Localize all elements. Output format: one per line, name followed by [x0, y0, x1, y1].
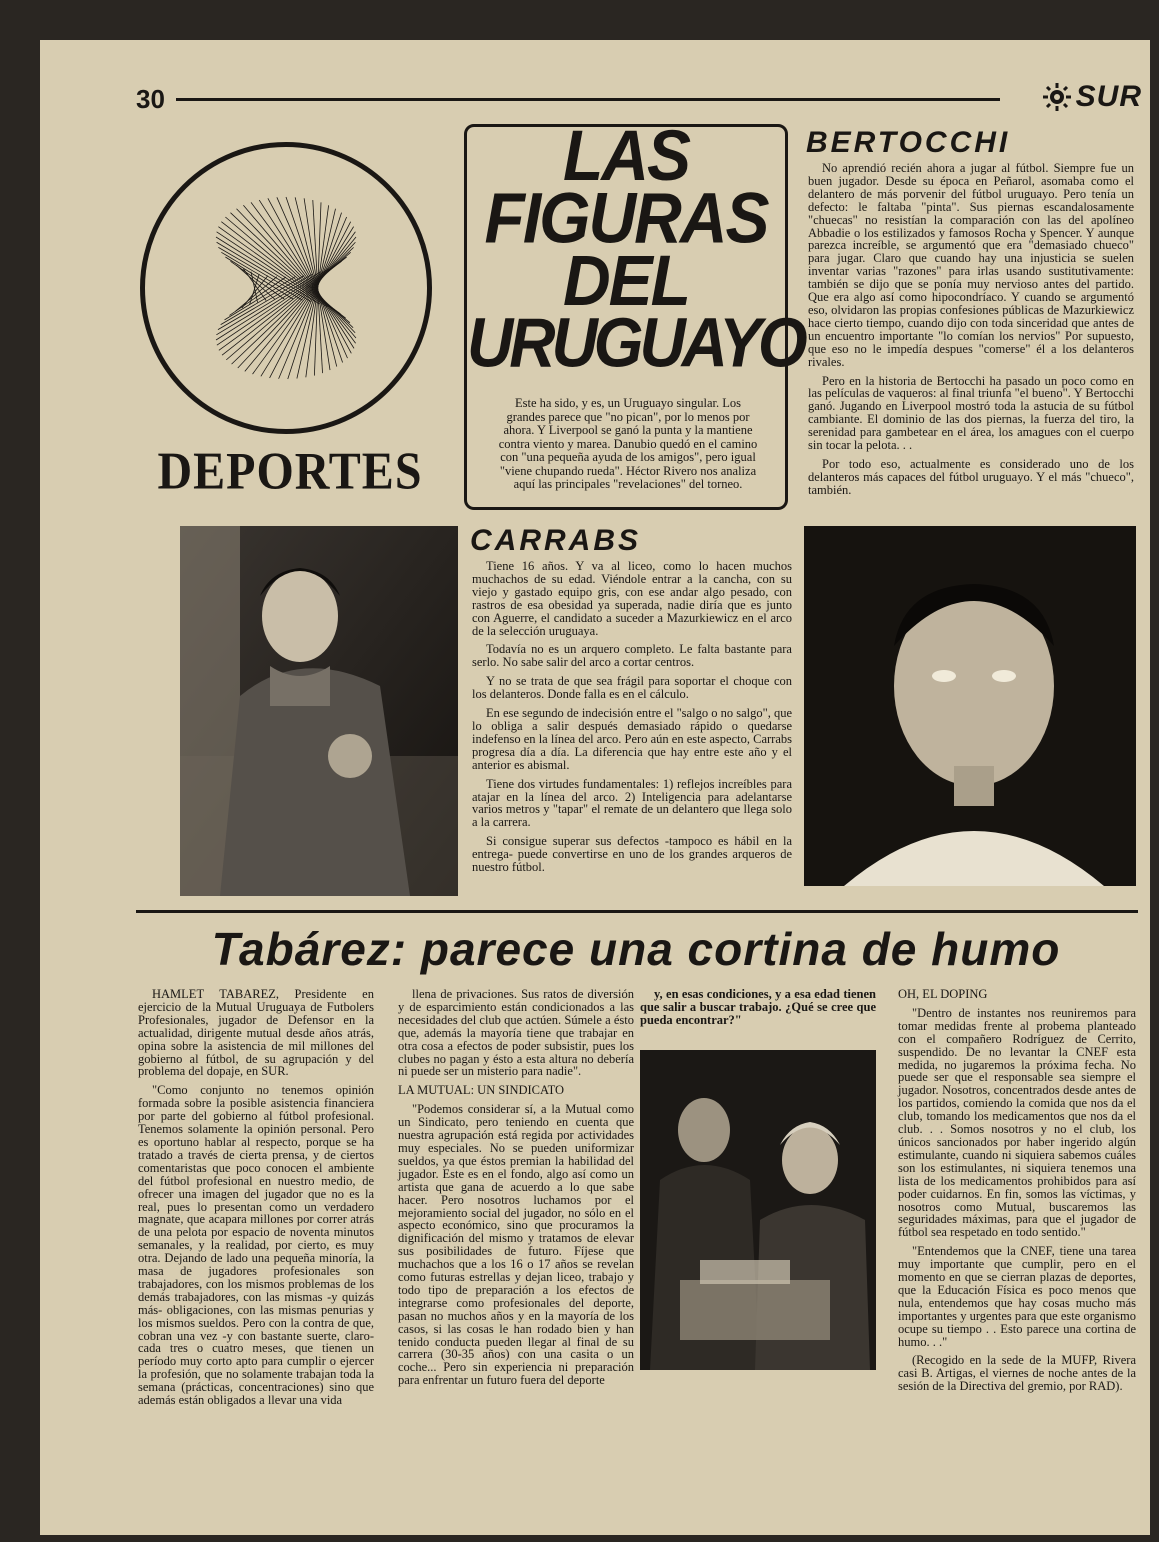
article-paragraph: "Como conjunto no tenemos opinión formada sobre la posible asistencia financiera por parte del gobierno al fútbol profesional. Tenemos solamente la opinión personal. Pero es oportuno hablar al respecto, porque se ha tratado a través de cierta prensa, y de ciertos comentaristas que poco conocen el ambiente del fútbol profesional en nuestro medio, de ofrecer una imagen del jugador que no es la real, pues lo presentan como un verdadero magnate, que acapara millones por correr atrás de una pelota por espacio de noventa minutos semanales, y la realidad, por cierto, es muy otra. Dejando de lado una pequeña minoría, la masa de jugadores profesionales son trabajadores, con los mismos problemas de los demás trabajadores, con las mismas -y quizás más- obligaciones, con las mismas penurias y los mismos sueldos. Pero con la contra de que, cobran una vez -y con bastante suerte, claro- cada tres o cuatro meses, que tienen un período muy corto apto para cumplir o ejercer la profesión, que no solamente trabajan toda la semana (prácticas, concentraciones) sino que además están obligados a llevar una vida	[138, 1083, 374, 1408]
header-rule	[176, 98, 1000, 101]
title-line: DEL	[563, 240, 689, 321]
tabarez-column-3	[640, 988, 876, 1033]
article-paragraph: Por todo eso, actualmente es considerado uno de los delanteros más capaces del fútbol uruguayo. Y el más "chueco", también.	[808, 456, 1134, 497]
spiral-art-icon	[145, 147, 427, 429]
feature-intro: Este ha sido, y es, un Uruguayo singular. Los grandes parece que "no pican", por lo menos por ahora. Y Liverpool se ganó la punta y la mantiene contra viento y marea. Danubio quedó en el camino con "una pequeña ayuda de los amigos", pero igual "viene chupando rueda". Héctor Rivero nos analiza aquí las principales "revelaciones" del torneo.	[498, 396, 758, 491]
page-number: 30	[136, 84, 165, 114]
feature-title-box	[464, 115, 804, 510]
article-paragraph: "Dentro de instantes nos reuniremos para tomar medidas frente al probema planteado con el compañero Rodríguez de Cerrito, suspendido. De no levantar la CNEF esta medida, no jugaremos la próxima fecha. No puede ser que el responsable sea siempre el jugador. Nosotros, concentrados desde antes de los partidos, comiendo la comida que nos da el club, tomando los medicamentos que nos da el club. . . Somos nosotros y no el club, los únicos sancionados por haber ingerido algún estimulante, cuando ni siquiera sabemos cuáles son los estimulantes, ni siquiera tenemos una lista de los medicamentos prohibidos para así poder cuidarnos. En fin, somos las víctimas, y nosotros como Mutual, buscaremos las seguridades máximas, para que el jugador de fútbol sea respetado en todo sentido."	[898, 1005, 1136, 1240]
article-paragraph: llena de privaciones. Sus ratos de diversión y de esparcimiento están condicionados a las necesidades del club que actúen. Súmele a ésto que, además la mayoría tiene que trabajar en otra cosa a efectos de poder subsistir, pues los clubes no pagan y ésto a esta altura no debería ni puede ser un misterio para nadie".	[398, 987, 634, 1079]
article-paragraph: "Entendemos que la CNEF, tiene una tarea muy importante que cumplir, pero en el momento en que se cierran plazas de deportes, que la Educación Física es poco menos que nula, entendemos que hay cosas mucho más importantes y urgentes para que este organismo ocupe su tiempo . . Esto parece una cortina de humo. . ."	[898, 1244, 1136, 1349]
tabarez-column-1	[138, 988, 374, 1413]
tabarez-column-2	[398, 988, 634, 1393]
photo-bertocchi	[804, 526, 1136, 886]
meeting-photo-icon	[640, 1050, 876, 1370]
spiral-string	[259, 200, 354, 348]
section-rule	[136, 910, 1138, 913]
article-paragraph: "Podemos considerar sí, a la Mutual como un Sindicato, pero teniendo en cuenta que nuestra agrupación está regida por actividades muy especiales. No se pueden uniformizar sueldos, ya que éstos premian la habilidad del jugador. Este es en el fondo, algo así como un artista que gana de acuerdo a lo que sabe hacer. Pero nosotros luchamos por el mejoramiento social del jugador, no sólo en el aspecto económico, sino que procuramos la dignificación del mismo y tratamos de elevar sus posibilidades de futuro. Fíjese que muchachos que a los 16 o 17 años se revelan como futuras estrellas y dejan liceo, trabajo y todo tipo de preparación a los efectos de integrarse como profesionales del deporte, pasan no muchos años y en la mayoría de los casos, si las cosas le han rodado bien y han tenido conducta pueden llegar al final de su carrera (30-35 años) con una casita o un coche... Pero sin experiencia ni preparación para enfrentar un futuro fuera del deporte	[398, 1102, 634, 1388]
article-paragraph: Tiene dos virtudes fundamentales: 1) reflejos increíbles para atajar en la línea del arco. 2) Inteligencia para adelantarse varios metros y "tapar" el remate de un delantero que llega solo a la carrera.	[472, 776, 792, 830]
newspaper-page	[40, 40, 1150, 1535]
article-paragraph: y, en esas condiciones, y a esa edad tienen que salir a buscar trabajo. ¿Qué se cree que pueda encontrar?"	[640, 987, 876, 1027]
carrabs-article	[472, 560, 792, 880]
bertocchi-article	[808, 162, 1134, 503]
spiral-string	[232, 247, 354, 364]
subheading-mutual: LA MUTUAL: UN SINDICATO	[398, 1083, 565, 1098]
spiral-string	[270, 222, 351, 378]
title-line: FIGURAS	[484, 177, 768, 258]
title-line: LAS	[563, 115, 689, 195]
section-label: DEPORTES	[157, 442, 423, 501]
sun-icon	[1042, 82, 1072, 112]
article-paragraph: En ese segundo de indecisión entre el "salgo o no salgo", que lo obliga a salir después demasiado rápido o quedarse indefenso en la línea del arco. Pero aún en este aspecto, Carrabs progresa día a día. La diferencia que hay entre este año y el anterior es abismal.	[472, 706, 792, 772]
spiral-string	[225, 257, 293, 299]
tabarez-headline: Tabárez: parece una cortina de humo	[211, 923, 1061, 975]
spiral-string	[251, 202, 356, 343]
article-paragraph: Y no se trata de que sea frágil para soportar el choque con los delanteros. Donde falla es en el cálculo.	[472, 674, 792, 702]
logo-name: SUR	[1075, 80, 1142, 113]
photo-mutual-meeting	[640, 1050, 876, 1370]
article-paragraph: Tiene 16 años. Y va al liceo, como lo hacen muchos muchachos de su edad. Viéndole entrar a la cancha, con su viejo y gastado equipo gris, con ese andar algo pesado, con rastros de esa obesidad ya superada, nadie diría que es junto con Aguerre, el candidato a suceder a Mazurkiewicz en el arco de la selección uruguaya.	[472, 559, 792, 638]
tabarez-column-4	[898, 988, 1136, 1399]
article-paragraph: Todavía no es un arquero completo. Le falta bastante para serlo. No sabe salir del arco a cortar centros.	[472, 642, 792, 670]
article-paragraph: Pero en la historia de Bertocchi ha pasado un poco como en las películas de vaqueros: al final triunfa "el bueno". Y Bertocchi ganó. Jugando en Liverpool mostró toda la astucia de su fútbol cambiante. El dominio de las dos piernas, la fuerza del tiro, la serenidad para gambetear en el área, los amagues con el cuerpo sin tocar la pelota. . .	[808, 373, 1134, 453]
photo-carrabs	[180, 526, 458, 896]
portrait-photo-icon	[804, 526, 1136, 886]
feature-title	[467, 115, 804, 382]
carrabs-heading: CARRABS	[470, 524, 641, 557]
spiral-string	[279, 217, 347, 379]
title-line: URUGUAYO	[467, 304, 804, 382]
article-paragraph: (Recogido en la sede de la MUFP, Rivera casi B. Artigas, el viernes de noche antes de la sesión de la Directiva del gremio, por RAD).	[898, 1353, 1136, 1394]
masthead-logo	[1042, 80, 1142, 114]
bertocchi-heading: BERTOCCHI	[806, 126, 1011, 159]
article-paragraph: HAMLET TABAREZ, Presidente en ejercicio de la Mutual Uruguaya de Futbolers Profesionales, jugador de Defensor en la actualidad, dirigente mutual desde años atrás, opina sobre la asistencia de mil millones del gobierno al fútbol, de su agrupación y del problema del dopaje, en SUR.	[138, 987, 374, 1079]
article-paragraph: No aprendió recién ahora a jugar al fútbol. Siempre fue un buen jugador. Desde su época en Peñarol, asomaba como el delantero de más porvenir del fútbol uruguayo. Pero tenía un defecto: le faltaba "pinta". Sus piernas escandalosamente "chuecas" no resistían la comparación con las del apolíneo Abbadie o los estilizados y famosos Rocha y Spencer. Y aunque parezca increíble, se argumentó que era "demasiado chueco" para jugar. Claro que cuando hay una injusticia se suelen inventar varias "razones" para irlas usando sustitutivamente: también se dijo que se ponía muy nervioso antes del partido. Que era algo así como hipocondríaco. Y cuando se argumentó eso, olvidaron las propias confesiones públicas de Mazurkiewicz hace cierto tiempo, cuando dijo con toda sinceridad que antes de un encuentro importante "lo comían los nervios" Por supuesto, que eso no le impedía despues "comerse" él a los delanteros rivales.	[808, 161, 1134, 369]
spiral-string	[217, 242, 320, 304]
string-art-emblem	[140, 142, 432, 434]
subheading-doping: OH, EL DOPING	[898, 987, 988, 1001]
article-paragraph: Si consigue superar sus defectos -tampoco es hábil en la entrega- puede convertirse en uno de los grandes arqueros de nuestro fútbol.	[472, 834, 792, 875]
goalkeeper-photo-icon	[180, 526, 458, 896]
